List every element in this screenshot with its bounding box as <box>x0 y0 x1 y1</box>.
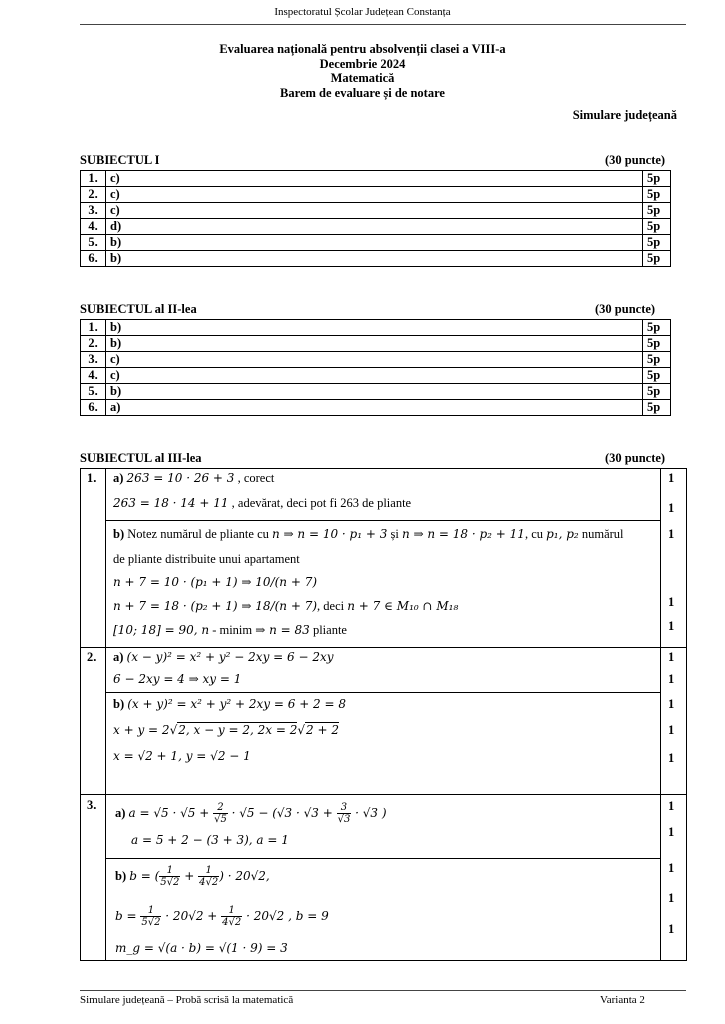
item-number: 1. <box>81 320 106 336</box>
q2b-line2: x + y = 2√2, x − y = 2, 2x = 2√2 + 2 <box>113 723 339 737</box>
q2b-line3: x = √2 + 1, y = √2 − 1 <box>113 749 251 763</box>
answer-points: 5p <box>643 187 671 203</box>
answer-points: 5p <box>643 171 671 187</box>
simulation-label: Simulare județeană <box>572 108 677 122</box>
denominator: 4√2 <box>199 877 219 888</box>
answer-value: b) <box>106 336 643 352</box>
math-expr: 6 − 2xy = 4 ⇒ xy = 1 <box>113 672 242 686</box>
column-divider <box>660 469 661 960</box>
answer-value: c) <box>106 171 643 187</box>
item-number: 4. <box>81 368 106 384</box>
math-expr: ) · 20√2, <box>219 869 270 883</box>
answer-value: c) <box>106 368 643 384</box>
denominator: 5√2 <box>160 877 180 888</box>
item-number: 2. <box>81 336 106 352</box>
math-expr: x + y = 2 <box>113 723 170 737</box>
page-header: Inspectoratul Școlar Județean Constanța <box>274 6 451 18</box>
math-expr: 2 + 1, y = <box>145 749 211 763</box>
answer-points: 5p <box>643 235 671 251</box>
answer-points: 5p <box>643 352 671 368</box>
answer-value: b) <box>106 320 643 336</box>
math-expr: 2 + 2 <box>306 723 339 737</box>
mark: 1 <box>668 672 675 686</box>
math-expr: · √3 ) <box>351 806 387 820</box>
answer-value: b) <box>106 251 643 267</box>
math-expr: a = √5 · √5 + <box>128 806 214 820</box>
footer-right: Varianta 2 <box>600 994 645 1006</box>
answer-row <box>81 336 671 352</box>
answer-row <box>81 352 671 368</box>
answer-row <box>81 400 671 416</box>
row-divider <box>105 692 660 693</box>
title-line: Evaluarea națională pentru absolvenții clasei a VIII-a <box>219 42 506 56</box>
header-rule <box>80 24 686 25</box>
mark: 1 <box>668 891 675 905</box>
answer-row <box>81 219 671 235</box>
title-line: Barem de evaluare și de notare <box>280 85 445 100</box>
math-expr: n + 7 ∈ M₁₀ ∩ M₁₈ <box>347 599 459 613</box>
denominator: 4√2 <box>222 917 242 928</box>
answer-value: a) <box>106 400 643 416</box>
mark: 1 <box>668 650 675 664</box>
answer-value: b) <box>106 384 643 400</box>
math-expr: 263 = 18 · 14 + 11 <box>113 496 229 510</box>
math-expr: [10; 18] = 90, n <box>113 623 210 637</box>
q1b-line4 <box>113 599 458 614</box>
math-expr: ⇒ n = 83 <box>255 623 310 637</box>
math-expr: b = ( <box>129 869 160 883</box>
fraction <box>337 802 352 825</box>
numerator: 1 <box>159 865 180 877</box>
q2b-label: b) <box>113 697 125 711</box>
mark: 1 <box>668 697 675 711</box>
math-expr: p₁, p₂ <box>546 527 579 541</box>
text: pliante <box>309 623 347 637</box>
text: - minim <box>209 623 256 637</box>
row-divider <box>81 647 686 648</box>
subject2-title: SUBIECTUL al II-lea <box>80 302 197 316</box>
q1a-line1 <box>113 471 274 486</box>
q1a-line2 <box>113 496 411 511</box>
text: , deci <box>317 599 348 613</box>
numerator: 1 <box>221 905 242 917</box>
denominator: 5√2 <box>141 917 161 928</box>
denominator: √5 <box>214 814 227 825</box>
mark: 1 <box>668 751 675 765</box>
subject3-table <box>80 468 687 961</box>
fraction <box>213 802 228 825</box>
q1b-line2: de pliante distribuite unui apartament <box>113 552 300 566</box>
q1-number: 1. <box>87 471 97 485</box>
answer-points: 5p <box>643 219 671 235</box>
q3a-label: a) <box>115 806 126 820</box>
answer-points: 5p <box>643 251 671 267</box>
q3b-label: b) <box>115 869 127 883</box>
column-divider <box>105 469 106 960</box>
subject1-table <box>80 170 671 267</box>
item-number: 5. <box>81 235 106 251</box>
text: , adevărat, deci pot fi 263 de pliante <box>228 496 412 510</box>
math-expr: n ⇒ n = 18 · p₂ + 11 <box>401 527 525 541</box>
item-number: 3. <box>81 203 106 219</box>
mark: 1 <box>668 922 675 936</box>
mark: 1 <box>668 501 675 515</box>
q1b-label: b) <box>113 527 125 541</box>
subject3-title: SUBIECTUL al III-lea <box>80 451 202 465</box>
q2a-label: a) <box>113 650 124 664</box>
answer-row <box>81 251 671 267</box>
mark: 1 <box>668 825 675 839</box>
math-expr: n ⇒ n = 10 · p₁ + 3 <box>272 527 388 541</box>
q3b-line3 <box>115 941 288 956</box>
answer-row <box>81 320 671 336</box>
item-number: 3. <box>81 352 106 368</box>
mark: 1 <box>668 723 675 737</box>
mark: 1 <box>668 471 675 485</box>
math-expr: n + 7 = 10 · (p₁ + 1) ⇒ 10/(n + 7) <box>113 575 318 589</box>
row-divider <box>81 794 686 795</box>
footer-left: Simulare județeană – Probă scrisă la matematică <box>80 994 294 1006</box>
item-number: 4. <box>81 219 106 235</box>
q1b-line1 <box>113 527 624 542</box>
answer-row <box>81 171 671 187</box>
answer-value: d) <box>106 219 643 235</box>
footer-rule <box>80 990 686 991</box>
text: Notez numărul de pliante cu <box>124 527 272 541</box>
math-expr: 2, x − y = 2, 2x = 2 <box>178 723 298 737</box>
mark: 1 <box>668 527 675 541</box>
q1b-line3 <box>113 575 317 590</box>
answer-points: 5p <box>643 384 671 400</box>
title-block <box>0 42 725 100</box>
q3a-line2 <box>131 833 289 848</box>
numerator: 3 <box>337 802 352 814</box>
q2-number: 2. <box>87 650 97 664</box>
mark: 1 <box>668 799 675 813</box>
answer-row <box>81 384 671 400</box>
subject1-points: (30 puncte) <box>605 153 666 167</box>
q3a-line1 <box>115 802 387 825</box>
item-number: 6. <box>81 400 106 416</box>
title-line: Decembrie 2024 <box>319 56 406 71</box>
math-expr: (x − y)² = x² + y² − 2xy = 6 − 2xy <box>126 650 334 664</box>
text: , corect <box>234 471 275 485</box>
q2a-line1 <box>113 650 334 665</box>
q2a-line2 <box>113 672 241 687</box>
text: , cu <box>524 527 547 541</box>
math-expr: + <box>180 869 199 883</box>
item-number: 6. <box>81 251 106 267</box>
mark: 1 <box>668 595 675 609</box>
q2b-line1 <box>113 697 346 712</box>
answer-row <box>81 235 671 251</box>
subject2-rows <box>81 320 671 416</box>
text: numărul <box>578 527 624 541</box>
answer-value: c) <box>106 352 643 368</box>
answer-points: 5p <box>643 368 671 384</box>
mark: 1 <box>668 619 675 633</box>
title-line: Matematică <box>330 71 395 85</box>
math-expr: b = <box>115 909 141 923</box>
answer-value: c) <box>106 187 643 203</box>
row-divider <box>105 858 660 859</box>
answer-row <box>81 187 671 203</box>
math-expr: 2 − 1 <box>217 749 251 763</box>
fraction <box>159 865 180 888</box>
math-expr: x = <box>113 749 138 763</box>
answer-points: 5p <box>643 400 671 416</box>
mark: 1 <box>668 861 675 875</box>
answer-points: 5p <box>643 203 671 219</box>
math-expr: · 20√2 , b = 9 <box>242 909 329 923</box>
answer-value: b) <box>106 235 643 251</box>
q3b-line2 <box>115 905 329 928</box>
fraction <box>221 905 242 928</box>
math-expr: 263 = 10 · 26 + 3 <box>126 471 235 485</box>
math-expr: (x + y)² = x² + y² + 2xy = 6 + 2 = 8 <box>127 697 347 711</box>
fraction <box>140 905 161 928</box>
math-expr: · √5 − (√3 · √3 + <box>227 806 337 820</box>
math-expr: · 20√2 + <box>161 909 222 923</box>
math-expr: n + 7 = 18 · (p₂ + 1) ⇒ 18/(n + 7) <box>113 599 318 613</box>
math-expr: a = 5 + 2 − (3 + 3), a = 1 <box>131 833 289 847</box>
answer-row <box>81 368 671 384</box>
numerator: 2 <box>213 802 228 814</box>
text: și <box>387 527 402 541</box>
q1b-line5 <box>113 623 347 638</box>
q1a-label: a) <box>113 471 124 485</box>
subject3-points: (30 puncte) <box>605 451 666 465</box>
numerator: 1 <box>198 865 219 877</box>
answer-points: 5p <box>643 320 671 336</box>
subject1-title: SUBIECTUL I <box>80 153 160 167</box>
fraction <box>198 865 219 888</box>
answer-value: c) <box>106 203 643 219</box>
q3-number: 3. <box>87 798 97 812</box>
numerator: 1 <box>140 905 161 917</box>
subject2-points: (30 puncte) <box>595 302 656 316</box>
denominator: √3 <box>337 814 351 825</box>
subject1-rows <box>81 171 671 267</box>
answer-points: 5p <box>643 336 671 352</box>
item-number: 1. <box>81 171 106 187</box>
subject2-table <box>80 319 671 416</box>
answer-row <box>81 203 671 219</box>
item-number: 5. <box>81 384 106 400</box>
item-number: 2. <box>81 187 106 203</box>
q3b-line1 <box>115 865 270 888</box>
row-divider <box>105 520 660 521</box>
math-expr: m_g = √(a · b) = √(1 · 9) = 3 <box>115 941 288 955</box>
